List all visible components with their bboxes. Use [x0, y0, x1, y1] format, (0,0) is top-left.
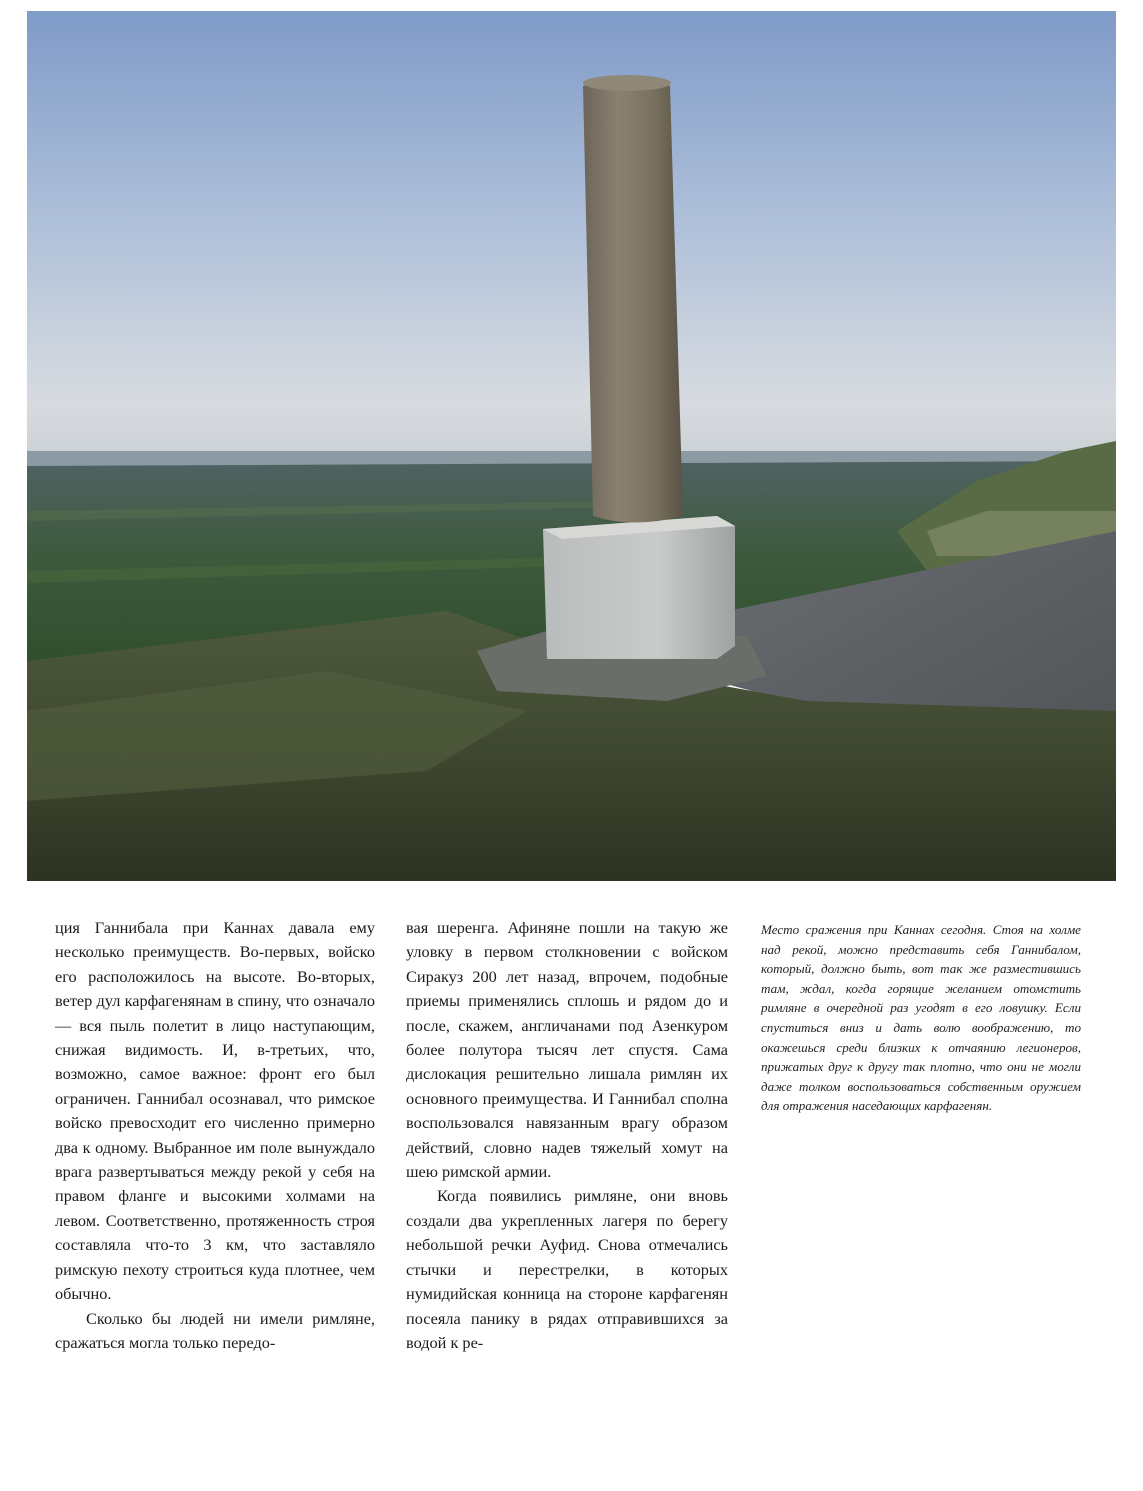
col1-paragraph-1: ция Ганнибала при Каннах давала ему несколько преимуществ. Во-первых, войско его расположилось на высоте. Во-вторых, ветер дул карфагенянам в спину, что означало — вся пыль полетит в лицо наступающим, снижая видимость. И, в-третьих, что, возможно, самое важное: фронт его был ограничен. Ганнибал осознавал, что римское войско превосходит его численно примерно два к одному. Выбранное им поле вынуждало врага развертываться между рекой у себя на правом фланге и высокими холмами на левом. Соответственно, протяженность строя составляла что-то 3 км, что заставляло римскую пехоту строиться куда плотнее, чем обычно.	[55, 918, 375, 1304]
stone-column-monument-icon	[27, 11, 1116, 881]
col2-paragraph-2: Когда появились римляне, они вновь создали два укрепленных лагеря по берегу небольшой речки Ауфид. Снова отмечались стычки и перестрелки, в которых нумидийская конница на стороне карфагенян посеяла панику в рядах отправившихся за водой к ре-	[406, 1186, 728, 1352]
text-column-2	[406, 916, 728, 1355]
monument-photo	[27, 11, 1116, 881]
text-column-1	[55, 916, 375, 1355]
photo-caption: Место сражения при Каннах сегодня. Стоя на холме над рекой, можно представить себя Ганнибалом, который, должно быть, вот так же разместившись там, ждал, когда горящие желанием отомстить римляне в очередной раз угодят в его ловушку. Если спуститься вниз и дать волю воображению, то окажешься среди близких к отчаянию легионеров, прижатых друг к другу так плотно, что они не могли даже толком воспользоваться собственным оружием для отражения наседающих карфагенян.	[761, 922, 1081, 1114]
col1-paragraph-2: Сколько бы людей ни имели римляне, сражаться могла только передо-	[55, 1308, 375, 1352]
col2-paragraph-1: вая шеренга. Афиняне пошли на такую же уловку в первом столкновении с войском Сиракуз 200 лет назад, впрочем, подобные приемы применялись сплошь и рядом до и после, скажем, англичанами под Азенкуром более полутора тысяч лет спустя. Сама дислокация решительно лишала римлян их основного преимущества. И Ганнибал сполна воспользовался навязанным врагу образом действий, словно надев тяжелый хомут на шею римской армии.	[406, 918, 728, 1182]
